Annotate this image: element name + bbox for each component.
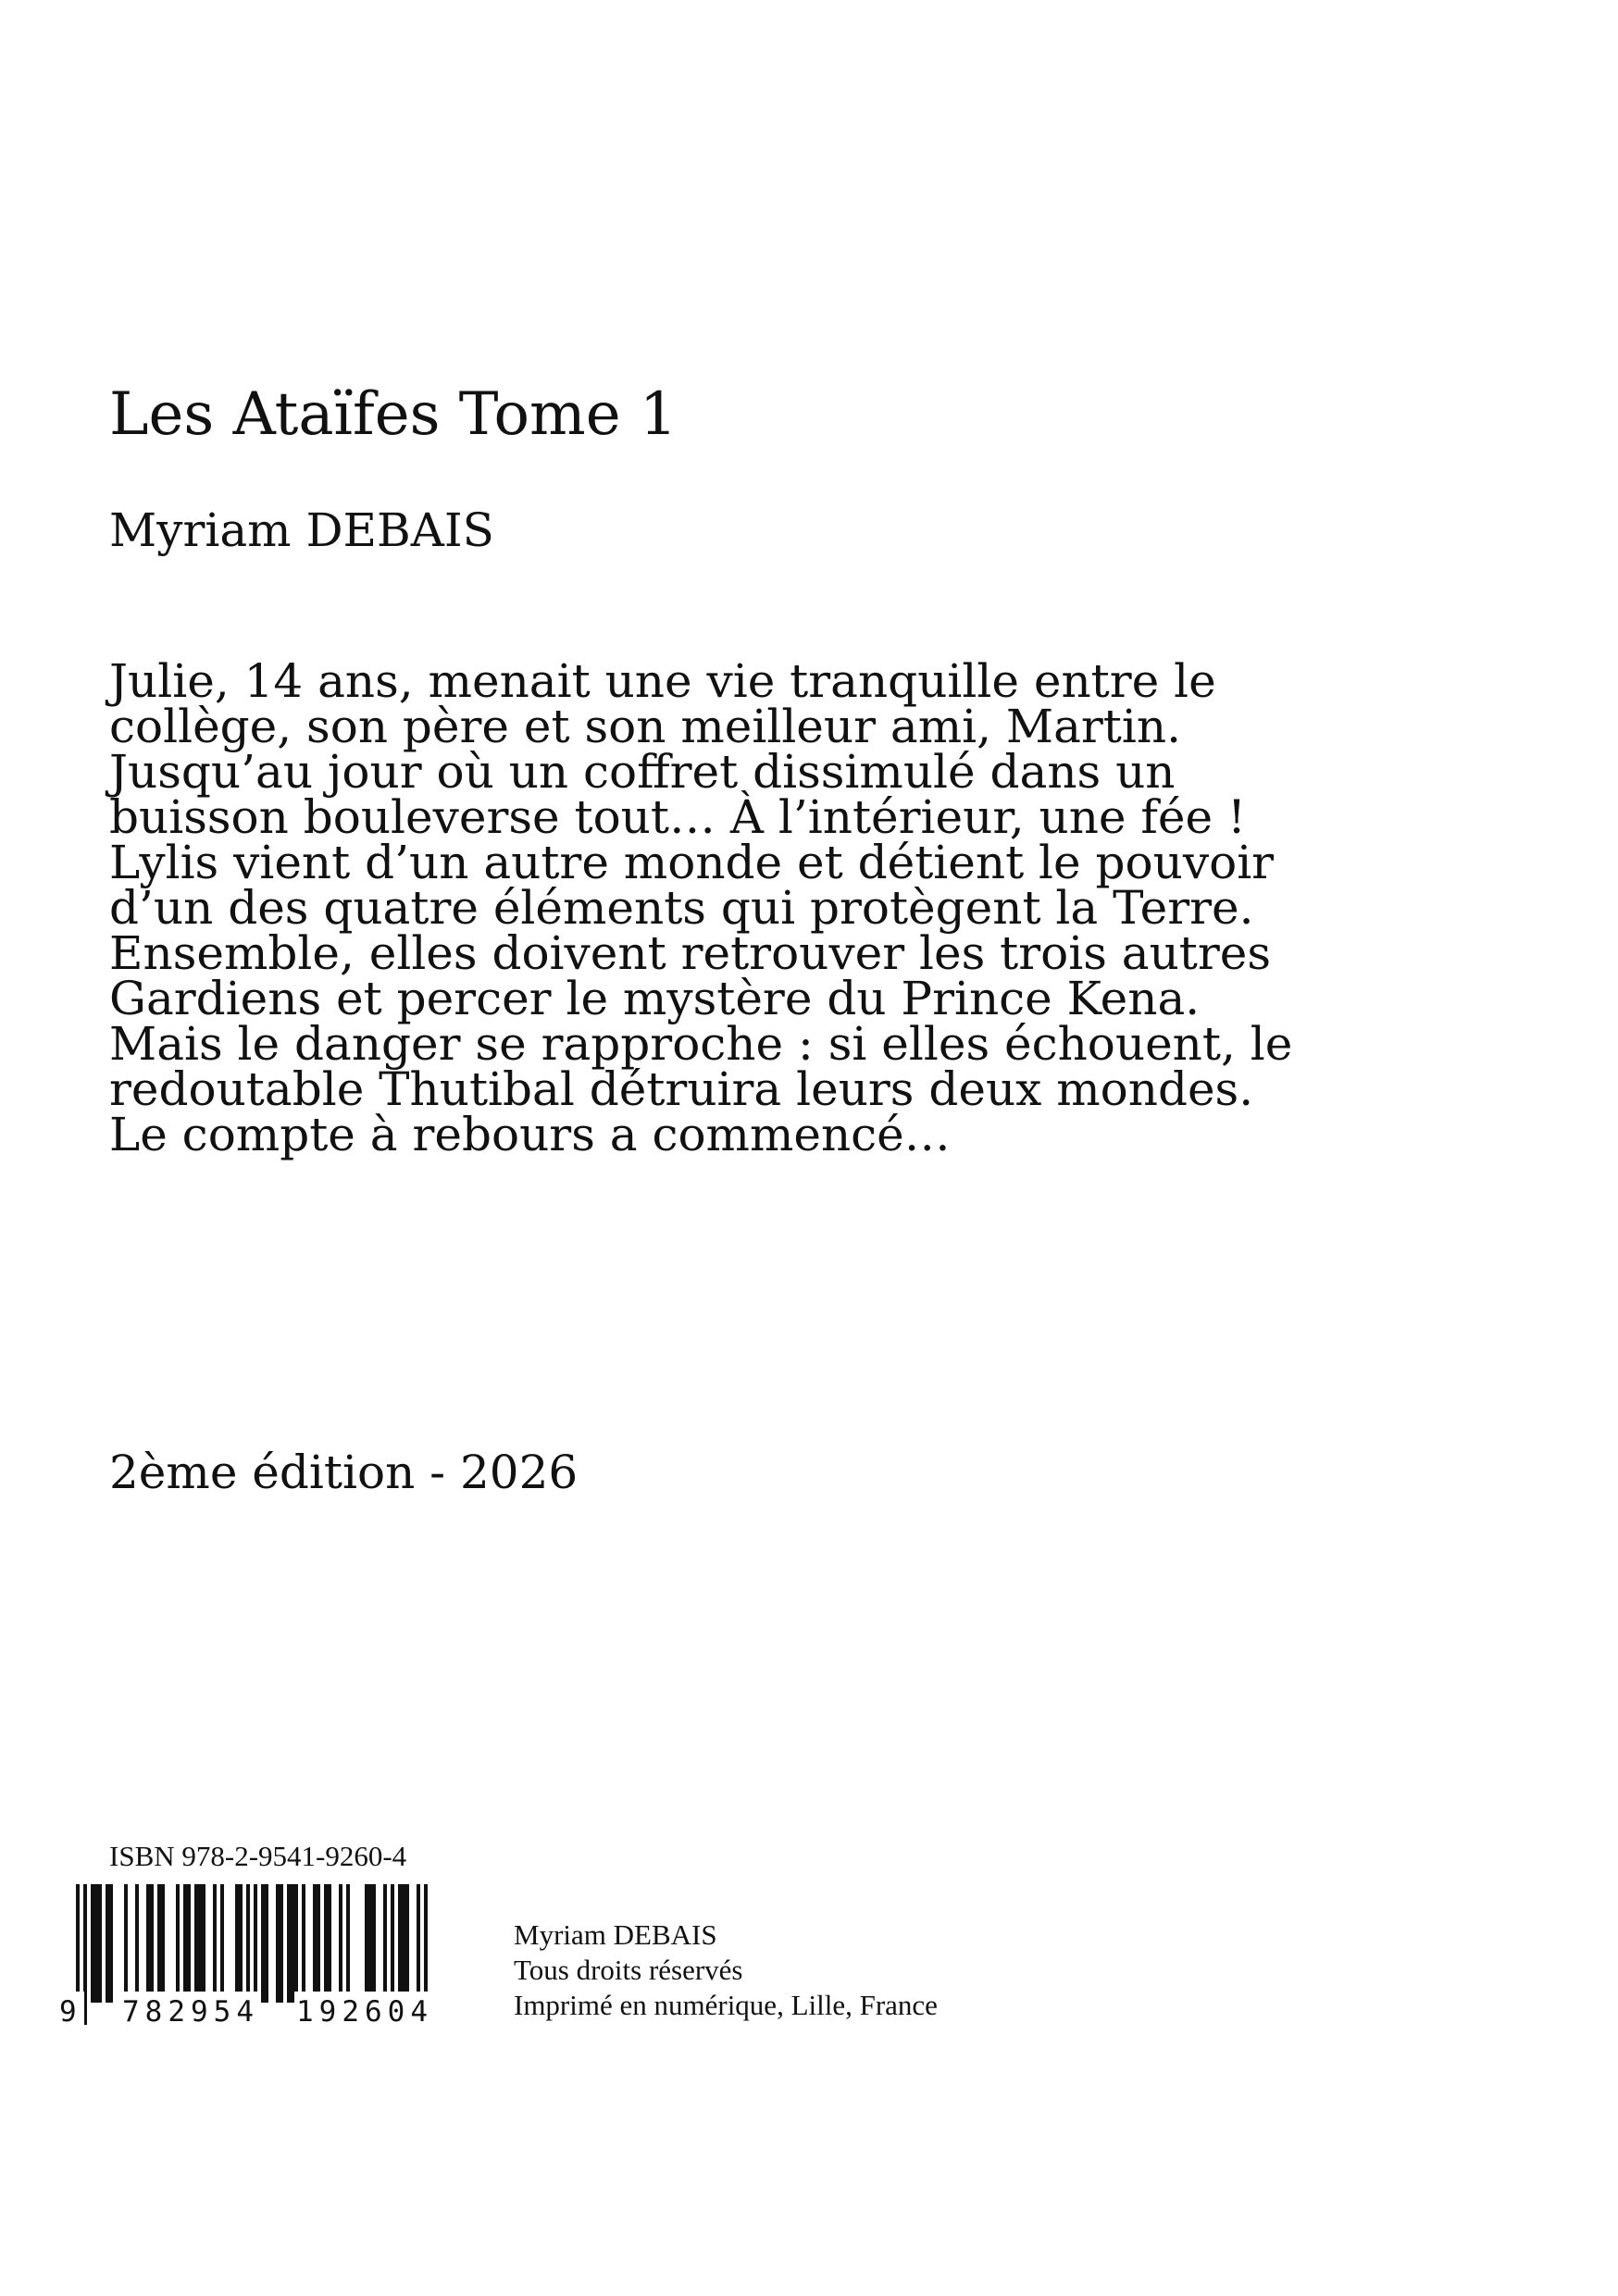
isbn-barcode xyxy=(56,1884,459,2032)
barcode-bar xyxy=(157,1884,161,2003)
barcode-bar xyxy=(239,1884,243,2003)
barcode-bar xyxy=(405,1884,409,2003)
barcode-bar xyxy=(109,1884,113,2003)
barcode-bar xyxy=(372,1884,376,2003)
barcode-bar xyxy=(98,1884,102,2003)
barcode-bar xyxy=(291,1884,294,2003)
barcode-bar xyxy=(368,1884,372,2003)
barcode-bar xyxy=(124,1884,128,2003)
barcode-bar xyxy=(294,1884,298,2003)
barcode-bar xyxy=(328,1884,331,2003)
barcode-bar xyxy=(198,1884,202,2003)
publisher-block xyxy=(514,1917,938,2023)
printing-location: Imprimé en numérique, Lille, France xyxy=(514,1989,938,2021)
barcode-bar xyxy=(194,1884,198,2003)
isbn-label: ISBN 978-2-9541-9260-4 xyxy=(109,1840,407,1872)
barcode-bar xyxy=(161,1884,165,2003)
barcode-bar xyxy=(213,1884,217,2003)
edition-info: 2ème édition - 2026 xyxy=(109,1446,579,1499)
barcode-bar xyxy=(398,1884,402,2003)
blurb-paragraph: Le compte à rebours a commencé… xyxy=(109,1108,951,1161)
barcode-bar xyxy=(187,1884,191,2003)
barcode-digits xyxy=(56,1992,459,2034)
rights-notice: Tous droits réservés xyxy=(514,1954,743,1986)
barcode-bar xyxy=(202,1884,205,2003)
barcode-bar xyxy=(313,1884,317,2003)
barcode-bar xyxy=(94,1884,98,2003)
blurb-paragraph: Julie, 14 ans, menait une vie tranquille entre le collège, son père et son meilleur ami, Martin. Jusqu’au jour où un coffret dissimulé dans un buisson bouleverse tout… À l’intérieur, une fée ! xyxy=(109,654,1247,844)
barcode-bar xyxy=(220,1884,224,2003)
barcode-bar xyxy=(235,1884,239,2003)
barcode-bar xyxy=(261,1884,265,2003)
barcode-bar xyxy=(150,1884,154,2003)
blurb-paragraph: Ensemble, elles doivent retrouver les trois autres Gardiens et percer le mystère du Prince Kena. xyxy=(109,926,1272,1025)
barcode-bar xyxy=(276,1884,280,2003)
barcode-bar xyxy=(135,1884,139,2003)
blurb-paragraph: Mais le danger se rapproche : si elles échouent, le redoutable Thutibal détruira leurs deux mondes. xyxy=(109,1017,1293,1116)
barcode-bar xyxy=(176,1884,180,2003)
barcode-bar xyxy=(402,1884,405,2003)
barcode-bar xyxy=(146,1884,150,2003)
barcode-bar xyxy=(287,1884,291,2003)
barcode-bar xyxy=(302,1884,305,2003)
barcode-bar xyxy=(280,1884,283,2003)
publisher-name: Myriam DEBAIS xyxy=(514,1918,717,1951)
barcode-bar xyxy=(317,1884,320,2003)
barcode-bar xyxy=(183,1884,187,2003)
barcode-bar xyxy=(383,1884,387,2003)
barcode-digits-right: 192604 xyxy=(294,1992,435,2032)
book-author: Myriam DEBAIS xyxy=(109,503,494,557)
barcode-bar xyxy=(91,1884,94,2003)
barcode-bar xyxy=(324,1884,328,2003)
barcode-bar xyxy=(265,1884,268,2003)
barcode-bar xyxy=(106,1884,109,2003)
barcode-bar xyxy=(339,1884,342,2003)
blurb-paragraph: Lylis vient d’un autre monde et détient le pouvoir d’un des quatre éléments qui protègent la Terre. xyxy=(109,836,1275,935)
back-cover-blurb xyxy=(109,654,1313,1161)
barcode-bar xyxy=(346,1884,350,2003)
book-title: Les Ataïfes Tome 1 xyxy=(109,380,678,449)
barcode-bar xyxy=(391,1884,394,2003)
barcode-bar xyxy=(365,1884,368,2003)
barcode-digits-left: 782954 xyxy=(120,1992,261,2032)
barcode-digit-first: 9 xyxy=(57,1992,84,2032)
